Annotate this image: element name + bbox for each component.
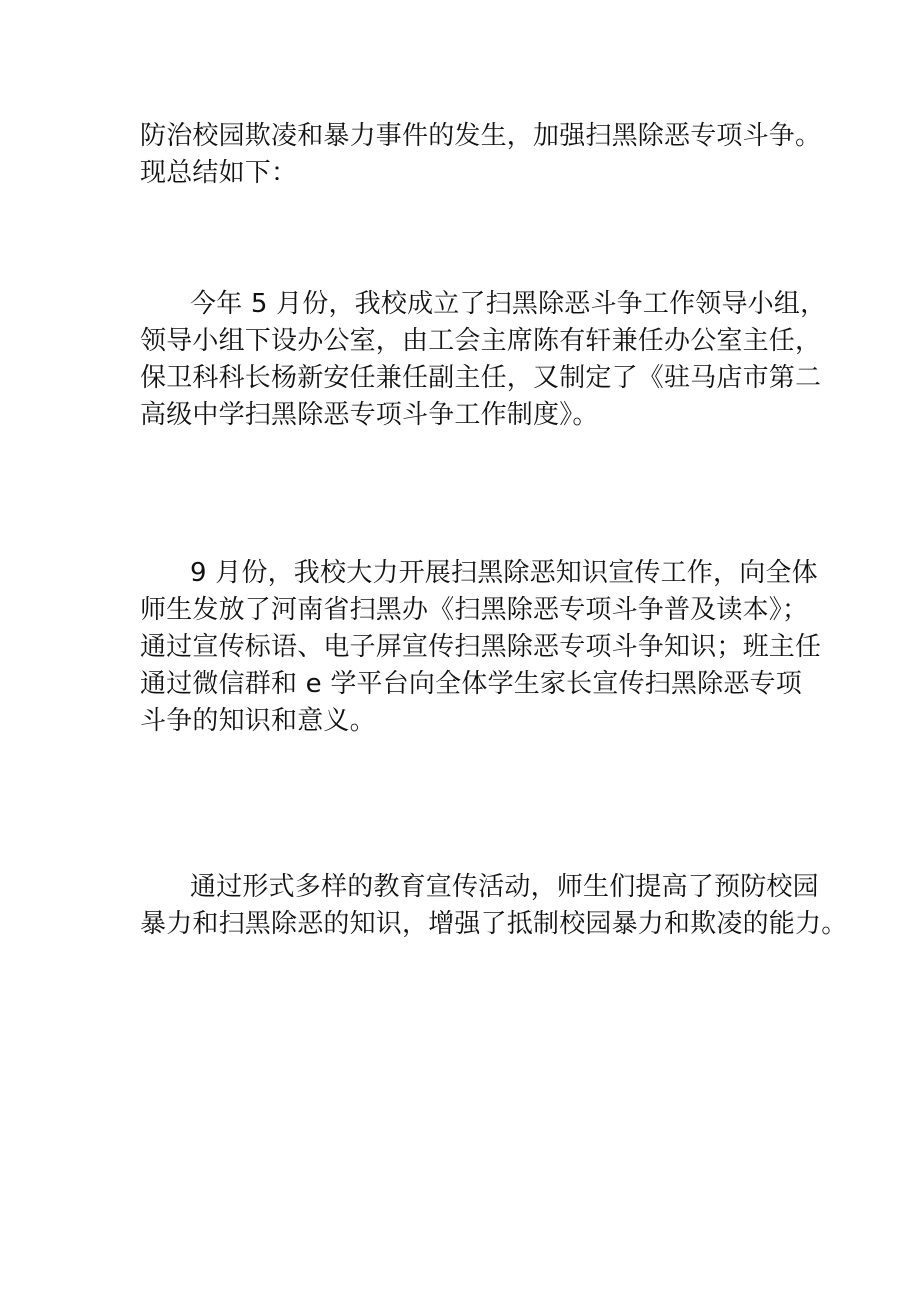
paragraph-line: 斗争的知识和意义。	[140, 706, 376, 736]
paragraph-publicity-work	[140, 555, 822, 740]
paragraph-line: 现总结如下：	[140, 158, 298, 188]
paragraph-leadership-group	[140, 286, 827, 434]
paragraph-line: 通过微信群和 e 学平台向全体学生家长宣传扫黑除恶专项	[140, 669, 802, 699]
paragraph-line: 今年 5 月份，我校成立了扫黑除恶斗争工作领导小组，	[190, 289, 827, 319]
paragraph-line: 领导小组下设办公室，由工会主席陈有轩兼任办公室主任，	[140, 326, 822, 356]
paragraph-intro	[140, 118, 822, 192]
paragraph-line: 师生发放了河南省扫黑办《扫黑除恶专项斗争普及读本》；	[140, 595, 809, 625]
paragraph-line: 暴力和扫黑除恶的知识，增强了抵制校园暴力和欺凌的能力。	[140, 909, 848, 939]
paragraph-results	[140, 869, 848, 943]
paragraph-line: 9 月份，我校大力开展扫黑除恶知识宣传工作，向全体	[190, 558, 818, 588]
paragraph-line: 高级中学扫黑除恶专项斗争工作制度》。	[140, 400, 599, 430]
paragraph-line: 通过形式多样的教育宣传活动，师生们提高了预防校园	[190, 872, 819, 902]
paragraph-line: 保卫科科长杨新安任兼任副主任，又制定了《驻马店市第二	[140, 363, 822, 393]
paragraph-line: 防治校园欺凌和暴力事件的发生，加强扫黑除恶专项斗争。	[140, 121, 822, 151]
paragraph-line: 通过宣传标语、电子屏宣传扫黑除恶专项斗争知识；班主任	[140, 632, 822, 662]
